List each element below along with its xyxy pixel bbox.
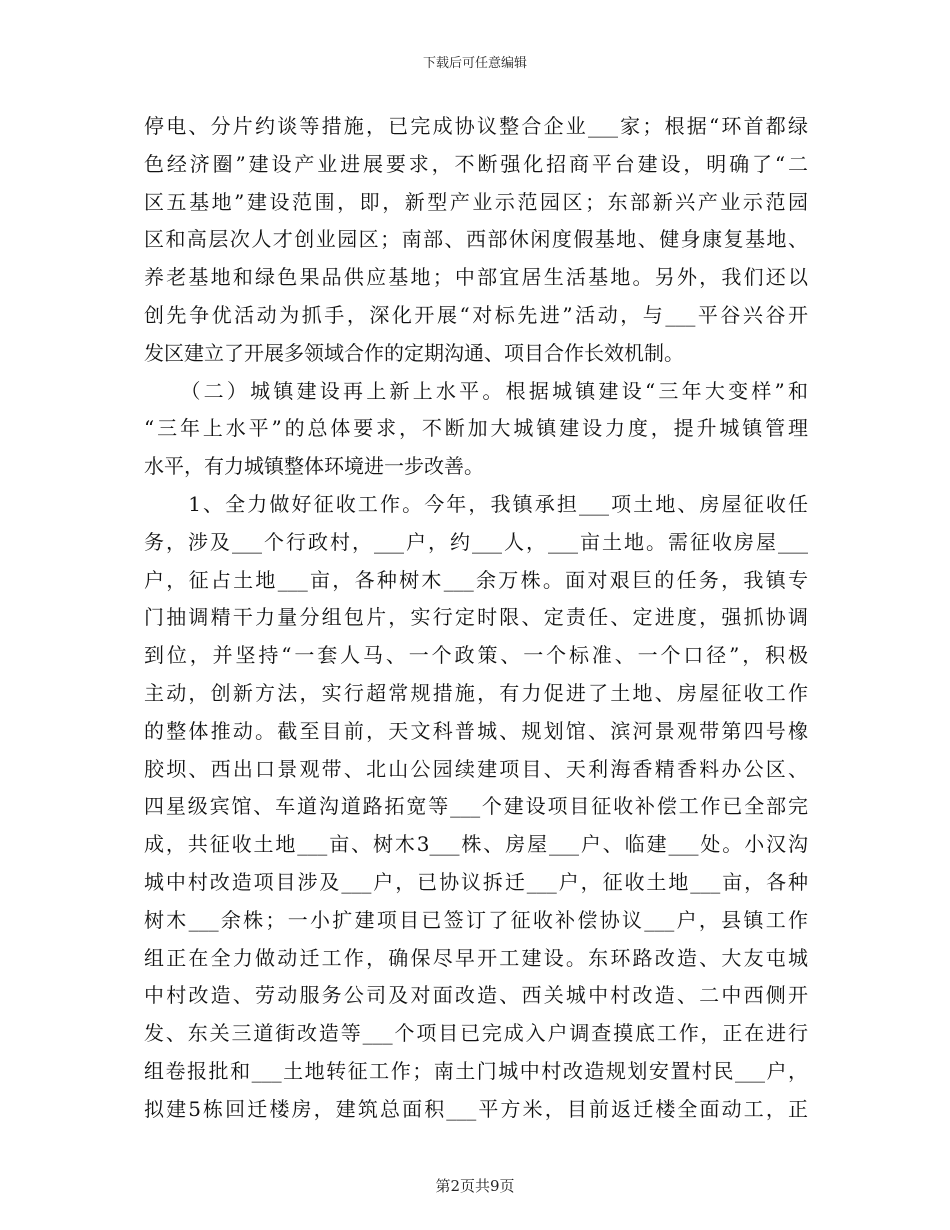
text-line: 区五基地”建设范围，即，新型产业示范园区；东部新兴产业示范园 bbox=[144, 189, 808, 214]
text-line: 区和高层次人才创业园区；南部、西部休闲度假基地、健身康复基地、 bbox=[144, 227, 808, 252]
text-line: 四星级宾馆、车道沟道路拓宽等___个建设项目征收补偿工作已全部完 bbox=[144, 794, 808, 819]
text-line: 停电、分片约谈等措施，已完成协议整合企业___家；根据“环首都绿 bbox=[144, 114, 808, 138]
text-line: 组正在全力做动迁工作，确保尽早开工建设。东环路改造、大友屯城 bbox=[144, 945, 808, 970]
document-body bbox=[144, 108, 808, 1129]
text-line: 的整体推动。截至目前，天文科普城、规划馆、滨河景观带第四号橡 bbox=[144, 718, 808, 743]
page-number: 第2页共9页 bbox=[435, 1177, 515, 1195]
text-line: 主动，创新方法，实行超常规措施，有力促进了土地、房屋征收工作 bbox=[144, 680, 808, 705]
text-line: 色经济圈”建设产业进展要求，不断强化招商平台建设，明确了“二 bbox=[144, 151, 808, 176]
text-line: “三年上水平”的总体要求，不断加大城镇建设力度，提升城镇管理 bbox=[144, 416, 808, 441]
text-line: 树木___余株；一小扩建项目已签订了征收补偿协议___户，县镇工作 bbox=[144, 907, 808, 932]
text-line: 城中村改造项目涉及___户，已协议拆迁___户，征收土地___亩，各种 bbox=[144, 869, 808, 894]
text-line: 胶坝、西出口景观带、北山公园续建项目、天利海香精香料办公区、 bbox=[144, 756, 808, 781]
text-line: 门抽调精干力量分组包片，实行定时限、定责任、定进度，强抓协调 bbox=[144, 605, 808, 630]
text-line: 养老基地和绿色果品供应基地；中部宜居生活基地。另外，我们还以 bbox=[144, 265, 808, 290]
text-line: 水平，有力城镇整体环境进一步改善。 bbox=[144, 454, 484, 479]
text-line: （二）城镇建设再上新上水平。根据城镇建设“三年大变样”和 bbox=[144, 378, 808, 403]
page-header: 下载后可任意编辑 bbox=[422, 56, 527, 71]
text-line: 到位，并坚持“一套人马、一个政策、一个标准、一个口径”，积极 bbox=[144, 643, 808, 668]
text-line: 成，共征收土地___亩、树木3___株、房屋___户、临建___处。小汉沟 bbox=[144, 832, 808, 857]
text-line: 1、全力做好征收工作。今年，我镇承担___项土地、房屋征收任 bbox=[144, 491, 808, 516]
text-line: 中村改造、劳动服务公司及对面改造、西关城中村改造、二中西侧开 bbox=[144, 983, 808, 1008]
text-line: 发区建立了开展多领域合作的定期沟通、项目合作长效机制。 bbox=[144, 340, 684, 365]
text-line: 发、东关三道街改造等___个项目已完成入户调查摸底工作，正在进行 bbox=[144, 1021, 808, 1046]
text-line: 创先争优活动为抓手，深化开展“对标先进”活动，与___平谷兴谷开 bbox=[144, 302, 808, 327]
text-line: 组卷报批和___土地转征工作；南土门城中村改造规划安置村民___户， bbox=[144, 1058, 808, 1083]
text-line: 户，征占土地___亩，各种树木___余万株。面对艰巨的任务，我镇专 bbox=[144, 567, 808, 592]
text-line: 务，涉及___个行政村，___户，约___人，___亩土地。需征收房屋___ bbox=[144, 529, 808, 554]
text-line: 拟建5栋回迁楼房，建筑总面积___平方米，目前返迁楼全面动工，正 bbox=[144, 1096, 808, 1121]
